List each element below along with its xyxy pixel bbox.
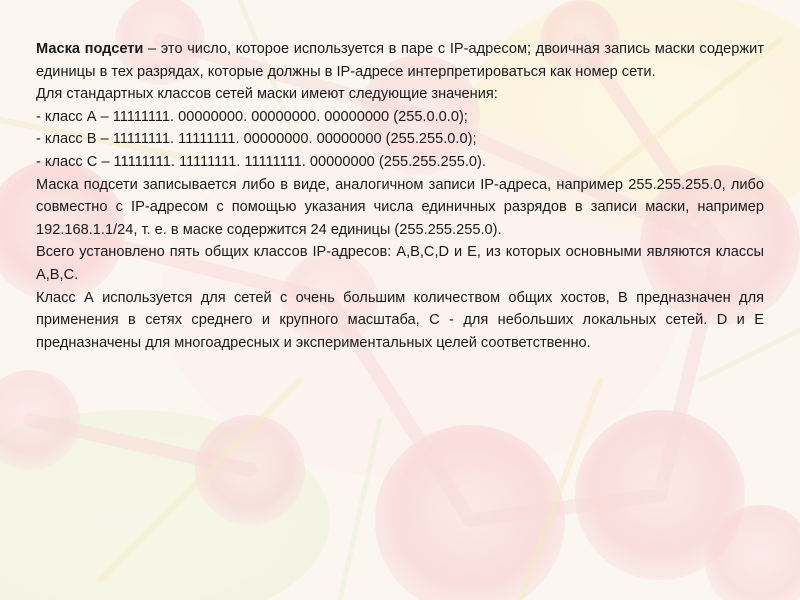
definition-text: – это число, которое используется в паре с IP-адресом; двоичная запись маски содержит единицы в тех разрядах, которые должны в IP-адресе интерпретироваться как номер сети. bbox=[36, 41, 765, 80]
text-body bbox=[36, 38, 764, 354]
paragraph-standard-masks: Для стандартных классов сетей маски имеют следующие значения: bbox=[36, 86, 498, 103]
term-subnet-mask: Маска подсети bbox=[36, 41, 144, 57]
list-item-class-c: - класс С – 11111111. 11111111. 11111111. 00000000 (255.255.255.0). bbox=[36, 153, 486, 170]
list-item-class-a: - класс А – 11111111. 00000000. 00000000. 00000000 (255.0.0.0); bbox=[36, 108, 468, 125]
paragraph-subnet-mask bbox=[36, 38, 764, 83]
paragraph-mask-notation: Маска подсети записывается либо в виде, аналогичном записи IP-адреса, например 255.255.255.0, либо совместно с IP-адресом с помощью указания числа единичных разрядов в записи маски, например 192.168.1.1/24, т. е. в маске содержится 24 единицы (255.255.255.0). bbox=[36, 176, 764, 238]
paragraph-class-usage: Класс А используется для сетей с очень большим количеством общих хостов, В предназначен для применения в сетях среднего и крупного масштаба, С - для небольших локальных сетей. D и E предназначены для многоадресных и экспериментальных целей соответственно. bbox=[36, 289, 764, 351]
list-item-class-b: - класс В – 11111111. 11111111. 00000000. 00000000 (255.255.0.0); bbox=[36, 131, 477, 148]
paragraph-address-classes: Всего установлено пять общих классов IP-адресов: A,B,C,D и E, из которых основными являются классы A,B,C. bbox=[36, 244, 764, 283]
